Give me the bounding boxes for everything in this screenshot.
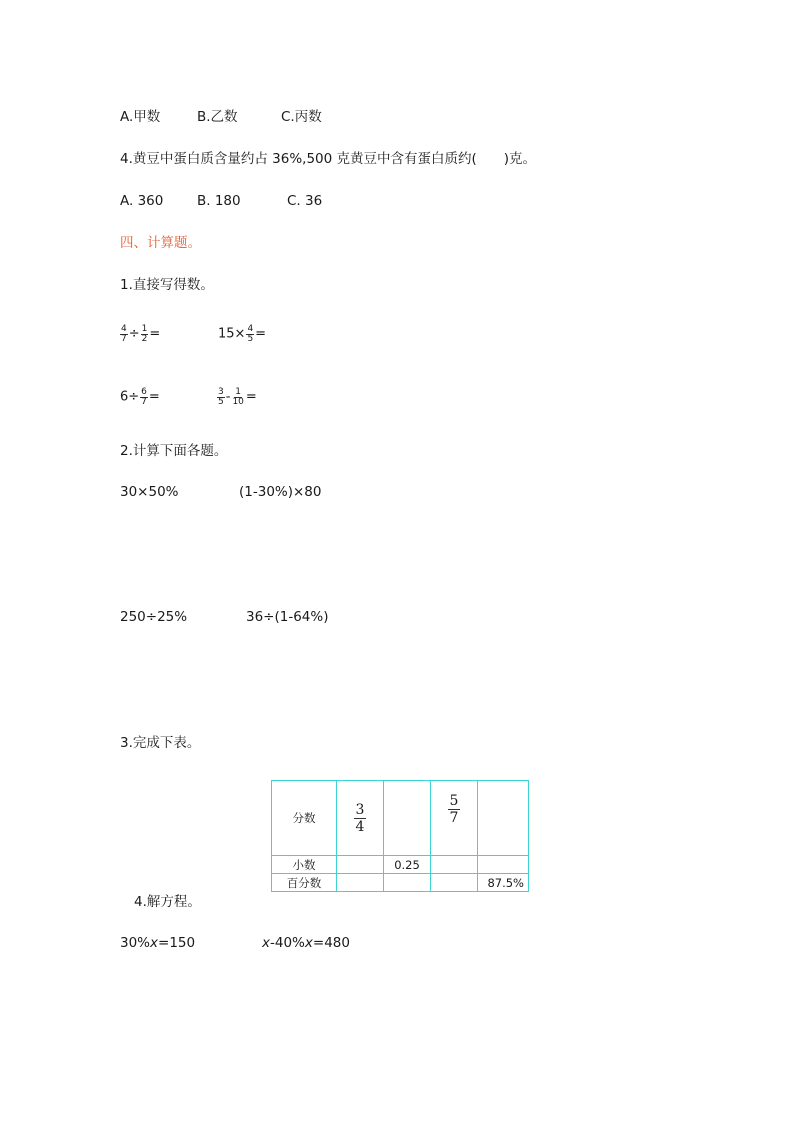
table-cell[interactable] bbox=[431, 874, 478, 892]
expression-4: $\frac{3}{5}$ - $\frac{1}{10}$ = bbox=[218, 387, 257, 407]
row-label: 百分数 bbox=[272, 874, 337, 892]
conversion-table bbox=[271, 780, 529, 892]
equation-2: x-40%x=480 bbox=[262, 935, 350, 951]
option-a: A.甲数 bbox=[120, 109, 161, 125]
fraction: $\frac{4}{5}$ bbox=[247, 324, 254, 344]
fraction: $\frac{1}{2}$ bbox=[141, 324, 148, 344]
table-cell[interactable] bbox=[478, 856, 529, 874]
calc-2: (1-30%)×80 bbox=[239, 484, 322, 500]
expression-3: 6÷ $\frac{6}{7}$ = bbox=[120, 387, 160, 407]
fraction: $\frac{1}{10}$ bbox=[232, 387, 244, 407]
table-cell bbox=[431, 781, 478, 856]
equation-1: 30%x=150 bbox=[120, 935, 196, 951]
expression-2: 15× $\frac{4}{5}$ = bbox=[218, 324, 267, 344]
part3-title: 3.完成下表。 bbox=[120, 735, 201, 751]
table-cell[interactable] bbox=[431, 856, 478, 874]
part1-title: 1.直接写得数。 bbox=[120, 277, 214, 293]
part4-title: 4.解方程。 bbox=[134, 894, 201, 910]
question-4-text: 4.黄豆中蛋白质含量约占 36%,500 克黄豆中含有蛋白质约( )克。 bbox=[120, 151, 537, 167]
option-c: C.丙数 bbox=[281, 109, 322, 125]
calc-3: 250÷25% bbox=[120, 609, 188, 625]
expression-1: $\frac{4}{7}$ ÷ $\frac{1}{2}$ = bbox=[121, 324, 161, 344]
table-cell: 0.25 bbox=[384, 856, 431, 874]
fraction: $\frac{3}{4}$ bbox=[355, 801, 365, 835]
part2-title: 2.计算下面各题。 bbox=[120, 443, 228, 459]
calc-4: 36÷(1-64%) bbox=[246, 609, 329, 625]
table-cell[interactable] bbox=[478, 781, 529, 856]
table-cell[interactable] bbox=[337, 874, 384, 892]
q4-option-c: C. 36 bbox=[287, 193, 323, 209]
calc-1: 30×50% bbox=[120, 484, 179, 500]
table-row-fraction bbox=[272, 781, 529, 856]
table-cell bbox=[337, 781, 384, 856]
fraction: $\frac{4}{7}$ bbox=[121, 324, 127, 344]
table-cell[interactable] bbox=[337, 856, 384, 874]
fraction: $\frac{3}{5}$ bbox=[218, 387, 224, 407]
option-b: B.乙数 bbox=[197, 109, 238, 125]
table-cell[interactable] bbox=[384, 874, 431, 892]
table-cell[interactable] bbox=[384, 781, 431, 856]
table-cell: 87.5% bbox=[478, 874, 529, 892]
section-heading: 四、计算题。 bbox=[120, 235, 201, 251]
q4-option-a: A. 360 bbox=[120, 193, 164, 209]
row-label: 分数 bbox=[272, 781, 337, 856]
row-label: 小数 bbox=[272, 856, 337, 874]
fraction: $\frac{5}{7}$ bbox=[449, 793, 459, 826]
q4-option-b: B. 180 bbox=[197, 193, 241, 209]
fraction: $\frac{6}{7}$ bbox=[141, 387, 147, 407]
table-row-percent bbox=[272, 874, 529, 892]
table-row-decimal bbox=[272, 856, 529, 874]
